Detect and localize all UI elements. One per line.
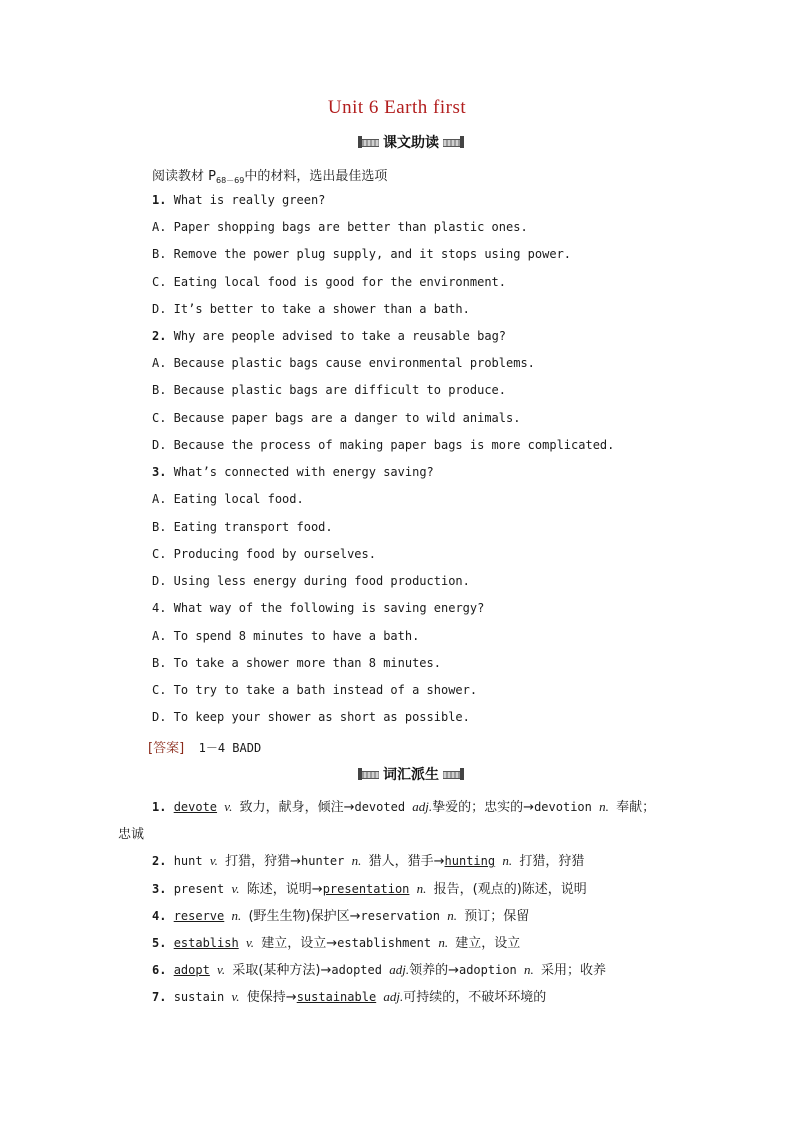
part-of-speech: n. xyxy=(447,908,457,923)
question-stem xyxy=(152,193,325,207)
option: B. Because plastic bags are difficult to produce. xyxy=(152,383,507,397)
meaning: 采用；收养 xyxy=(541,963,607,978)
question-stem xyxy=(152,465,434,479)
meaning: 打猎，狩猎→ xyxy=(225,854,302,869)
vocab-word: adopt xyxy=(173,963,210,977)
option: C. Producing food by ourselves. xyxy=(152,547,376,561)
section-heading: 词汇派生 xyxy=(379,764,443,784)
question-text: What way of the following is saving energy? xyxy=(173,601,485,615)
vocab-word: adoption xyxy=(458,963,517,977)
option: C. To try to take a bath instead of a shower. xyxy=(152,683,478,697)
part-of-speech: v. xyxy=(231,989,240,1004)
vocab-word: adopted xyxy=(331,963,382,977)
instruction-suffix: 中的材料，选出最佳选项 xyxy=(244,169,388,184)
part-of-speech: adj. xyxy=(389,962,410,977)
option: C. Eating local food is good for the environment. xyxy=(152,275,507,289)
question-stem xyxy=(152,601,484,615)
part-of-speech: adj. xyxy=(412,799,433,814)
banner-left-cap xyxy=(358,136,362,148)
vocab-word: establish xyxy=(173,936,239,950)
meaning: 报告，(观点的)陈述，说明 xyxy=(433,882,587,897)
part-of-speech: v. xyxy=(245,935,255,950)
question-text: Why are people advised to take a reusable bag? xyxy=(173,329,507,343)
meaning: 预订；保留 xyxy=(464,909,530,924)
part-of-speech: v. xyxy=(224,799,233,814)
vocab-word: sustainable xyxy=(296,990,377,1004)
option: B. To take a shower more than 8 minutes. xyxy=(152,656,441,670)
option: A. Eating local food. xyxy=(152,492,304,506)
vocab-number: 3. xyxy=(152,882,167,896)
vocab-word: devotion xyxy=(534,800,592,814)
vocab-number: 2. xyxy=(152,854,167,868)
vocab-word: presentation xyxy=(322,882,410,896)
question-text: What is really green? xyxy=(173,193,326,207)
section-heading: 课文助读 xyxy=(379,132,443,152)
meaning: 建立，设立 xyxy=(455,936,521,951)
vocab-item xyxy=(152,878,587,897)
vocab-word: devote xyxy=(173,800,218,814)
option: C. Because paper bags are a danger to wild animals. xyxy=(152,411,521,425)
option: A. Paper shopping bags are better than plastic ones. xyxy=(152,220,528,234)
vocab-word: reservation xyxy=(360,909,441,923)
vocab-word: hunter xyxy=(301,854,345,868)
vocab-number: 4. xyxy=(152,909,167,923)
section-banner-reading xyxy=(358,132,464,152)
vocab-word: present xyxy=(173,882,225,896)
meaning: 打猎，狩猎 xyxy=(519,854,585,869)
question-number: 2. xyxy=(152,329,167,343)
meaning: 陈述，说明→ xyxy=(246,882,323,897)
meaning: 猎人，猎手→ xyxy=(368,854,445,869)
banner-right-cap xyxy=(460,136,464,148)
part-of-speech: adj. xyxy=(383,989,404,1004)
option: D. To keep your shower as short as possible. xyxy=(152,710,470,724)
vocab-item xyxy=(152,986,546,1005)
meaning: (野生生物)保护区→ xyxy=(248,909,361,924)
meaning: 奉献； xyxy=(616,800,656,815)
vocab-number: 1. xyxy=(152,800,167,814)
banner-left-cap xyxy=(358,768,362,780)
part-of-speech: v. xyxy=(209,853,218,868)
option: B. Eating transport food. xyxy=(152,520,333,534)
vocab-number: 5. xyxy=(152,936,167,950)
part-of-speech: n. xyxy=(599,799,609,814)
option: A. To spend 8 minutes to have a bath. xyxy=(152,629,420,643)
question-text: What’s connected with energy saving? xyxy=(173,465,434,479)
vocab-continuation xyxy=(118,823,144,842)
vocab-word: establishment xyxy=(337,936,432,950)
instruction-page-range: 68－69 xyxy=(215,176,245,185)
answer-tag: [答案] xyxy=(148,741,185,756)
part-of-speech: v. xyxy=(231,881,240,896)
option: D. It’s better to take a shower than a bath. xyxy=(152,302,470,316)
question-number: 3. xyxy=(152,465,167,479)
part-of-speech: v. xyxy=(217,962,226,977)
banner-right-cap xyxy=(460,768,464,780)
question-stem xyxy=(152,329,506,343)
option: D. Using less energy during food production. xyxy=(152,574,470,588)
vocab-item xyxy=(152,850,584,869)
section-banner-vocab xyxy=(358,764,464,784)
meaning: 忠诚 xyxy=(118,827,145,842)
vocab-word: hunting xyxy=(444,854,496,868)
part-of-speech: n. xyxy=(416,881,427,896)
meaning: 采取(某种方法)→ xyxy=(232,963,332,978)
meaning: 挚爱的；忠实的→ xyxy=(432,800,535,815)
vocab-word: devoted xyxy=(354,800,406,814)
answer-line xyxy=(148,737,261,756)
page-title: Unit 6 Earth first xyxy=(327,97,467,118)
vocab-item xyxy=(152,905,529,924)
meaning: 领养的→ xyxy=(409,963,459,978)
meaning: 建立，设立→ xyxy=(261,936,338,951)
option: A. Because plastic bags cause environmental problems. xyxy=(152,356,535,370)
instruction-prefix: 阅读教材 P xyxy=(152,169,216,184)
vocab-word: sustain xyxy=(173,990,225,1004)
instruction xyxy=(152,165,387,186)
vocab-item xyxy=(152,796,655,815)
meaning: 致力，献身，倾注→ xyxy=(239,800,355,815)
meaning: 使保持→ xyxy=(246,990,297,1005)
part-of-speech: n. xyxy=(524,962,534,977)
question-number: 4. xyxy=(152,601,167,615)
option: D. Because the process of making paper bags is more complicated. xyxy=(152,438,615,452)
answer-text: 1－4 BADD xyxy=(198,741,262,755)
meaning: 可持续的，不破坏环境的 xyxy=(403,990,547,1005)
vocab-word: reserve xyxy=(173,909,225,923)
vocab-number: 7. xyxy=(152,990,167,1004)
vocab-item xyxy=(152,959,606,978)
part-of-speech: n. xyxy=(351,853,362,868)
vocab-word: hunt xyxy=(173,854,203,868)
part-of-speech: n. xyxy=(438,935,449,950)
part-of-speech: n. xyxy=(231,908,242,923)
option: B. Remove the power plug supply, and it stops using power. xyxy=(152,247,572,261)
part-of-speech: n. xyxy=(502,853,513,868)
vocab-item xyxy=(152,932,520,951)
vocab-number: 6. xyxy=(152,963,167,977)
question-number: 1. xyxy=(152,193,167,207)
